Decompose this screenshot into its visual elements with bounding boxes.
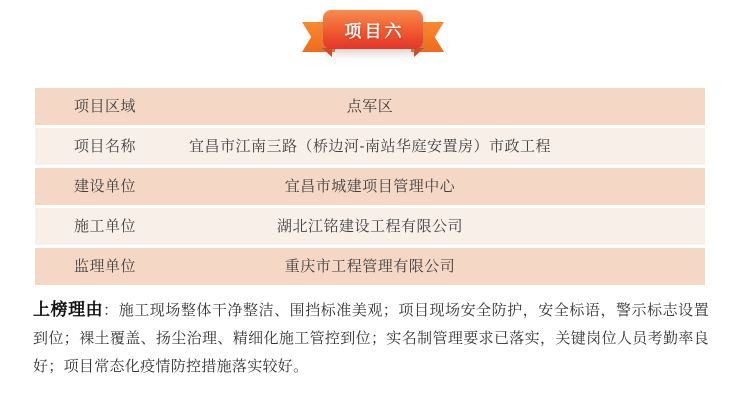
ribbon-title-plate [323, 10, 423, 49]
table-row-project-area [35, 88, 705, 125]
ribbon-title: 项目六 [344, 22, 405, 41]
project-info-table [35, 88, 705, 288]
reason-paragraph [33, 296, 709, 381]
row-value: 宜昌市江南三路（桥边河-南站华庭安置房）市政工程 [189, 138, 551, 155]
row-label: 监理单位 [73, 258, 136, 275]
table-row-project-name [35, 128, 705, 165]
table-row-supervisor [35, 248, 705, 285]
ribbon-banner [297, 10, 449, 56]
row-value: 宜昌市城建项目管理中心 [284, 178, 456, 195]
row-value: 点军区 [346, 98, 394, 115]
row-label: 项目名称 [73, 138, 136, 155]
row-label: 建设单位 [73, 178, 136, 195]
row-value: 湖北江铭建设工程有限公司 [276, 218, 463, 235]
reason-body: 施工现场整体干净整洁、围挡标准美观；项目现场安全防护，安全标语，警示标志设置到位；裸土覆盖、扬尘治理、精细化施工管控到位；实名制管理要求已落实，关键岗位人员考勤率良好；项目常态化疫情防控措施落实较好。 [33, 302, 710, 375]
reason-heading: 上榜理由 [33, 300, 104, 319]
ribbon-fold-right-icon [414, 48, 424, 57]
ribbon-fold-left-icon [322, 48, 332, 57]
row-value: 重庆市工程管理有限公司 [284, 258, 456, 275]
row-label: 项目区域 [73, 98, 136, 115]
row-label: 施工单位 [73, 218, 136, 235]
table-row-contractor [35, 208, 705, 245]
reason-colon: ： [103, 302, 119, 319]
table-row-construction-owner [35, 168, 705, 205]
